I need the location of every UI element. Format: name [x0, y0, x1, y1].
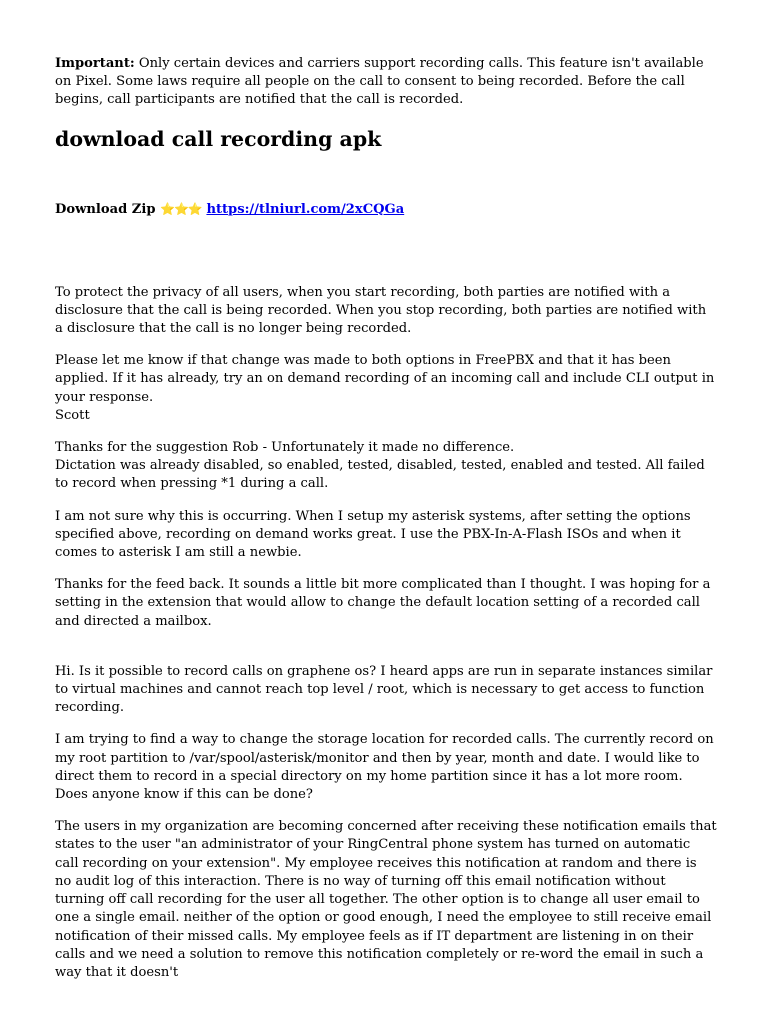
- arrow-icons: ⭐⭐⭐: [160, 201, 202, 216]
- paragraph-privacy: To protect the privacy of all users, when you start recording, both parties are notified with a disclosure that the call is being recorded. When you stop recording, both parties are notified with a disclosure that the call is no longer being recorded.: [55, 284, 707, 337]
- important-text: Only certain devices and carriers support recording calls. This feature isn't available on Pixel. Some laws require all people on the call to consent to being recorded. Before the call begins, call participants are notified that the call is recorded.: [55, 56, 704, 108]
- paragraph-ringcentral: The users in my organization are becoming concerned after receiving these notification emails that states to the user "an administrator of your RingCentral phone system has turned on automatic call recording on your extension". My employee receives this notification at random and there is no audit log of this interaction. There is no way of turning off this email notification without turning off call recording for the user all together. The other option is to change all user email to one a single email. neither of the option or good enough, I need the employee to still receive email notification of their missed calls. My employee feels as if IT department are listening in on their calls and we need a solution to remove this notification completely or re-word the email in such a way that it doesn't: [55, 819, 717, 980]
- important-label: Important:: [55, 56, 135, 71]
- paragraph-freepbx: [55, 352, 717, 425]
- document-page: [55, 55, 717, 982]
- signature: Scott: [55, 407, 90, 423]
- paragraph-freepbx-text: Please let me know if that change was made to both options in FreePBX and that it has been applied. If it has already, try an on demand recording of an incoming call and include CLI output in your response.: [55, 353, 715, 405]
- paragraph-graphene: Hi. Is it possible to record calls on graphene os? I heard apps are run in separate instances similar to virtual machines and cannot reach top level / root, which is necessary to get access to function recording.: [55, 663, 713, 716]
- page-title: download call recording apk: [55, 126, 382, 151]
- paragraph-feedback: Thanks for the feed back. It sounds a little bit more complicated than I thought. I was hoping for a setting in the extension that would allow to change the default location setting of a recorded call and directed a mailbox.: [55, 577, 711, 629]
- download-label: Download Zip: [55, 201, 156, 217]
- download-link[interactable]: https://tlniurl.com/2xCQGa: [206, 201, 405, 217]
- paragraph-thanks-rob-line2: Dictation was already disabled, so enabled, tested, disabled, tested, enabled and tested. All failed to record when pressing *1 during a call.: [55, 458, 705, 492]
- paragraph-thanks-rob: [55, 439, 717, 494]
- paragraph-storage: I am trying to find a way to change the storage location for recorded calls. The currently record on my root partition to /var/spool/asterisk/monitor and then by year, month and date. I would like to direct them to record in a special directory on my home partition since it has a lot more room. Does anyone know if this can be done?: [55, 732, 714, 803]
- important-notice: [55, 55, 717, 110]
- paragraph-asterisk: I am not sure why this is occurring. When I setup my asterisk systems, after setting the options specified above, recording on demand works great. I use the PBX-In-A-Flash ISOs and when it comes to asterisk I am still a newbie.: [55, 508, 691, 561]
- download-line: [55, 200, 717, 219]
- paragraph-thanks-rob-line1: Thanks for the suggestion Rob - Unfortunately it made no difference.: [55, 440, 515, 456]
